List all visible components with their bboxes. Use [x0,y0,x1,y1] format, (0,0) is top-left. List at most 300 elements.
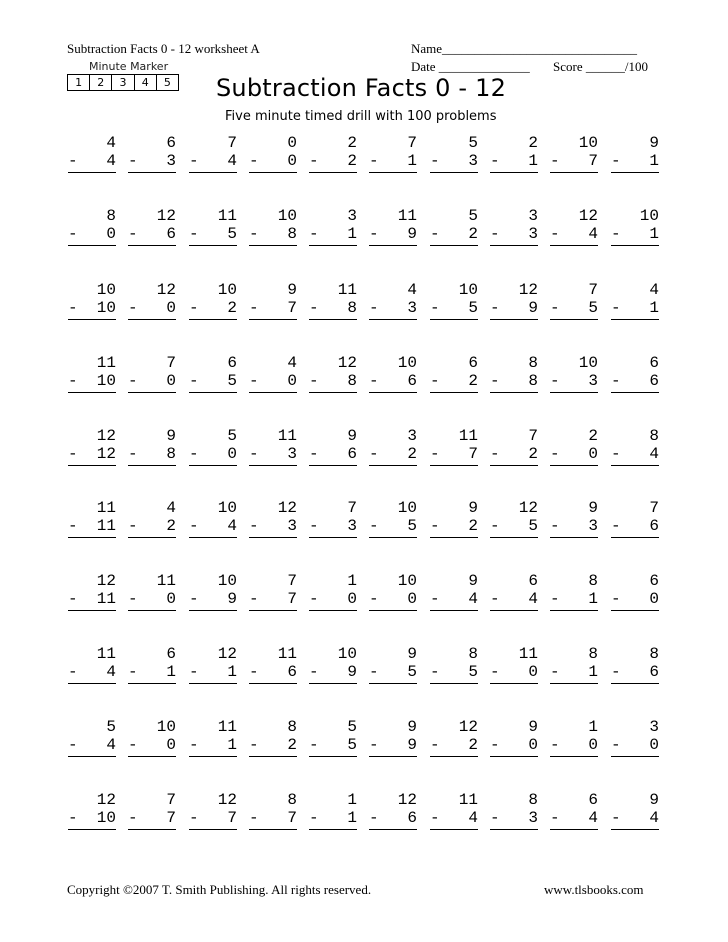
minute-marker-box: 1 [68,75,90,90]
minuend: 4 [407,281,417,299]
minuend: 5 [106,718,116,736]
subtrahend: 2 [166,517,176,535]
subtraction-problem [369,134,417,173]
subtraction-problem [550,134,598,173]
subtrahend-line [128,445,176,466]
subtrahend-line [611,152,659,173]
subtrahend-line [369,736,417,757]
subtraction-problem [249,281,297,320]
minus-sign: - [611,517,621,535]
minuend: 9 [166,427,176,445]
subtrahend-line [128,517,176,538]
subtrahend: 10 [96,809,116,827]
minus-sign: - [430,225,440,243]
subtrahend: 8 [528,372,538,390]
subtrahend: 0 [528,736,538,754]
subtraction-problem [369,427,417,466]
subtrahend-line [430,517,478,538]
subtrahend: 3 [347,517,357,535]
minuend: 9 [468,499,478,517]
subtrahend-line [189,809,237,830]
subtrahend: 2 [287,736,297,754]
minus-sign: - [128,445,138,463]
minus-sign: - [189,152,199,170]
subtrahend-line [611,299,659,320]
subtraction-problem [611,791,659,830]
subtrahend-line [369,225,417,246]
subtrahend-line [128,809,176,830]
minuend: 0 [287,134,297,152]
subtraction-problem [68,427,116,466]
minuend: 8 [528,354,538,372]
minus-sign: - [430,663,440,681]
minus-sign: - [550,152,560,170]
minuend: 6 [227,354,237,372]
minuend: 4 [166,499,176,517]
subtraction-problem [430,645,478,684]
minuend: 12 [578,207,598,225]
subtrahend: 0 [106,225,116,243]
minuend: 4 [287,354,297,372]
subtrahend-line [68,225,116,246]
minus-sign: - [309,809,319,827]
subtraction-problem [611,354,659,393]
subtrahend: 4 [588,225,598,243]
minus-sign: - [550,299,560,317]
score-field-line: Score ______/100 [553,59,648,74]
subtrahend-line [68,152,116,173]
subtrahend-line [611,225,659,246]
subtraction-problem [430,427,478,466]
minuend: 11 [96,645,116,663]
subtraction-problem [611,499,659,538]
subtraction-problem [611,427,659,466]
minus-sign: - [369,517,379,535]
minuend: 11 [96,354,116,372]
minus-sign: - [249,590,259,608]
subtraction-problem [128,791,176,830]
subtraction-problem [550,207,598,246]
subtrahend: 0 [287,152,297,170]
minuend: 4 [106,134,116,152]
subtraction-problem [309,791,357,830]
minus-sign: - [68,663,78,681]
minus-sign: - [490,736,500,754]
subtrahend: 3 [588,372,598,390]
subtrahend: 4 [106,736,116,754]
subtraction-problem [309,354,357,393]
subtrahend-line [249,225,297,246]
subtrahend-line [550,517,598,538]
subtraction-problem [68,281,116,320]
subtraction-problem [550,572,598,611]
subtraction-problem [128,134,176,173]
minus-sign: - [249,299,259,317]
minus-sign: - [309,517,319,535]
subtrahend: 3 [528,225,538,243]
minus-sign: - [550,736,560,754]
minuend: 10 [397,499,417,517]
minus-sign: - [68,809,78,827]
subtraction-problem [369,207,417,246]
minus-sign: - [550,663,560,681]
subtraction-problem [189,572,237,611]
minuend: 2 [588,427,598,445]
subtrahend-line [128,372,176,393]
subtraction-problem [490,572,538,611]
minus-sign: - [309,590,319,608]
minuend: 7 [588,281,598,299]
subtraction-problem [189,499,237,538]
subtrahend: 6 [649,663,659,681]
subtrahend-line [550,225,598,246]
subtrahend: 1 [588,663,598,681]
subtraction-problem [611,207,659,246]
subtrahend-line [430,663,478,684]
minuend: 12 [337,354,357,372]
subtrahend: 2 [468,225,478,243]
minus-sign: - [430,152,440,170]
subtrahend: 6 [287,663,297,681]
subtraction-problem [430,718,478,757]
minuend: 9 [407,645,417,663]
subtraction-problem [550,427,598,466]
subtraction-problem [309,645,357,684]
minus-sign: - [550,445,560,463]
minus-sign: - [369,225,379,243]
minuend: 11 [458,427,478,445]
subtrahend-line [430,372,478,393]
subtrahend: 5 [588,299,598,317]
subtraction-problem [611,645,659,684]
minuend: 1 [347,791,357,809]
subtrahend: 7 [468,445,478,463]
minus-sign: - [249,225,259,243]
minus-sign: - [128,736,138,754]
minuend: 9 [588,499,598,517]
subtraction-problem [68,718,116,757]
subtrahend: 1 [347,809,357,827]
minuend: 12 [458,718,478,736]
subtrahend-line [369,663,417,684]
minuend: 4 [649,281,659,299]
subtrahend-line [490,225,538,246]
minuend: 8 [287,791,297,809]
minus-sign: - [369,809,379,827]
minus-sign: - [369,372,379,390]
minus-sign: - [68,299,78,317]
subtrahend: 1 [649,299,659,317]
subtrahend: 0 [649,590,659,608]
minuend: 9 [649,134,659,152]
minute-marker-box: 3 [112,75,134,90]
subtrahend: 3 [528,809,538,827]
subtrahend-line [369,372,417,393]
minus-sign: - [309,225,319,243]
subtrahend-line [189,445,237,466]
subtrahend-line [611,372,659,393]
subtrahend: 4 [468,809,478,827]
subtrahend-line [309,299,357,320]
minuend: 12 [518,281,538,299]
minus-sign: - [430,299,440,317]
minuend: 12 [96,572,116,590]
subtraction-problem [128,354,176,393]
subtraction-problem [68,207,116,246]
subtraction-problem [550,499,598,538]
subtraction-problem [550,718,598,757]
subtrahend-line [430,152,478,173]
subtraction-problem [369,499,417,538]
minus-sign: - [369,590,379,608]
subtrahend-line [128,299,176,320]
minuend: 8 [106,207,116,225]
minus-sign: - [249,517,259,535]
subtraction-problem [68,354,116,393]
subtrahend-line [369,809,417,830]
subtrahend: 3 [588,517,598,535]
subtrahend-line [249,517,297,538]
minuend: 12 [96,791,116,809]
minus-sign: - [369,736,379,754]
minute-marker-box: 5 [163,76,171,89]
minuend: 2 [347,134,357,152]
subtraction-problem [550,791,598,830]
minuend: 10 [639,207,659,225]
minus-sign: - [430,736,440,754]
minuend: 8 [468,645,478,663]
subtraction-problem [189,427,237,466]
minuend: 3 [407,427,417,445]
subtrahend-line [490,809,538,830]
minuend: 5 [227,427,237,445]
minuend: 10 [96,281,116,299]
minuend: 11 [458,791,478,809]
subtraction-problem [430,354,478,393]
subtraction-problem [490,499,538,538]
minuend: 12 [217,791,237,809]
worksheet-title: Subtraction Facts 0 - 12 worksheet A [67,41,260,56]
subtrahend-line [309,152,357,173]
minus-sign: - [490,152,500,170]
subtraction-problem [430,499,478,538]
subtrahend-line [611,663,659,684]
subtraction-problem [369,281,417,320]
minuend: 8 [588,645,598,663]
minus-sign: - [611,809,621,827]
subtrahend: 5 [468,299,478,317]
minus-sign: - [611,663,621,681]
minuend: 6 [468,354,478,372]
subtraction-problem [249,791,297,830]
minuend: 8 [649,645,659,663]
subtrahend-line [249,663,297,684]
subtrahend: 9 [407,736,417,754]
subtrahend: 2 [528,445,538,463]
subtrahend: 5 [407,663,417,681]
minus-sign: - [490,299,500,317]
subtrahend: 9 [227,590,237,608]
subtraction-problem [68,499,116,538]
subtraction-problem [550,645,598,684]
minuend: 12 [96,427,116,445]
minuend: 12 [156,281,176,299]
subtrahend: 9 [407,225,417,243]
minuend: 9 [468,572,478,590]
subtrahend: 1 [227,663,237,681]
subtraction-problem [128,718,176,757]
subtrahend: 7 [287,809,297,827]
minus-sign: - [128,809,138,827]
minus-sign: - [68,372,78,390]
minuend: 9 [528,718,538,736]
minuend: 11 [277,427,297,445]
subtraction-problem [189,718,237,757]
copyright-notice: Copyright ©2007 T. Smith Publishing. All rights reserved. [67,882,372,897]
subtrahend-line [611,809,659,830]
subtraction-problem [611,572,659,611]
minuend: 10 [578,134,598,152]
minuend: 3 [347,207,357,225]
minuend: 7 [347,499,357,517]
minus-sign: - [490,809,500,827]
subtraction-problem [369,572,417,611]
subtraction-problem [490,645,538,684]
minus-sign: - [430,372,440,390]
minuend: 10 [217,499,237,517]
subtrahend: 10 [96,299,116,317]
minus-sign: - [550,809,560,827]
minus-sign: - [611,152,621,170]
subtrahend: 2 [407,445,417,463]
subtrahend-line [550,590,598,611]
minus-sign: - [309,152,319,170]
minus-sign: - [430,517,440,535]
subtrahend: 4 [649,445,659,463]
subtraction-problem [249,134,297,173]
subtraction-problem [430,572,478,611]
subtrahend: 1 [166,663,176,681]
subtrahend: 2 [468,517,478,535]
minus-sign: - [309,736,319,754]
minus-sign: - [369,152,379,170]
minus-sign: - [189,590,199,608]
subtraction-problem [490,207,538,246]
subtraction-problem [249,354,297,393]
minus-sign: - [128,152,138,170]
subtrahend-line [68,299,116,320]
minus-sign: - [189,809,199,827]
minus-sign: - [68,225,78,243]
minuend: 10 [578,354,598,372]
minus-sign: - [309,372,319,390]
subtrahend-line [249,152,297,173]
subtraction-problem [68,134,116,173]
subtrahend-line [309,736,357,757]
subtrahend-line [550,152,598,173]
minuend: 11 [337,281,357,299]
subtrahend: 0 [588,736,598,754]
subtraction-problem [430,207,478,246]
subtrahend-line [490,517,538,538]
minus-sign: - [128,663,138,681]
subtrahend: 5 [407,517,417,535]
minus-sign: - [490,663,500,681]
subtraction-problem [189,207,237,246]
subtraction-problem [309,134,357,173]
minus-sign: - [611,736,621,754]
minus-sign: - [309,299,319,317]
subtrahend: 1 [347,225,357,243]
subtraction-problem [430,281,478,320]
subtraction-problem [430,791,478,830]
subtraction-problem [189,645,237,684]
subtrahend: 2 [347,152,357,170]
subtrahend-line [68,372,116,393]
subtrahend: 4 [528,590,538,608]
subtraction-problem [309,207,357,246]
minus-sign: - [249,809,259,827]
subtrahend-line [309,517,357,538]
subtrahend-line [490,299,538,320]
subtrahend-line [490,445,538,466]
subtrahend-line [550,663,598,684]
subtrahend-line [430,736,478,757]
subtrahend-line [490,736,538,757]
minuend: 9 [407,718,417,736]
subtraction-problem [68,572,116,611]
subtraction-problem [128,281,176,320]
minuend: 3 [649,718,659,736]
minuend: 9 [287,281,297,299]
subtrahend-line [369,590,417,611]
subtraction-problem [309,499,357,538]
minuend: 1 [347,572,357,590]
subtrahend-line [68,590,116,611]
subtraction-problem [430,134,478,173]
minuend: 1 [588,718,598,736]
minus-sign: - [611,372,621,390]
subtrahend-line [490,590,538,611]
subtrahend: 0 [649,736,659,754]
subtrahend: 7 [588,152,598,170]
minute-marker-box: 2 [90,75,112,90]
subtrahend: 5 [528,517,538,535]
minuend: 7 [287,572,297,590]
subtrahend-line [309,225,357,246]
subtraction-problem [249,645,297,684]
minus-sign: - [430,809,440,827]
minuend: 6 [166,645,176,663]
minus-sign: - [249,445,259,463]
subtraction-problem [128,572,176,611]
minus-sign: - [430,590,440,608]
minus-sign: - [128,225,138,243]
minus-sign: - [309,445,319,463]
subtrahend: 1 [649,225,659,243]
minus-sign: - [189,517,199,535]
subtrahend-line [128,736,176,757]
subtrahend: 8 [166,445,176,463]
subtrahend-line [249,590,297,611]
subtrahend-line [189,517,237,538]
subtrahend: 2 [468,736,478,754]
subtraction-problem [490,791,538,830]
minus-sign: - [430,445,440,463]
minuend: 9 [649,791,659,809]
minuend: 5 [468,207,478,225]
minuend: 10 [458,281,478,299]
